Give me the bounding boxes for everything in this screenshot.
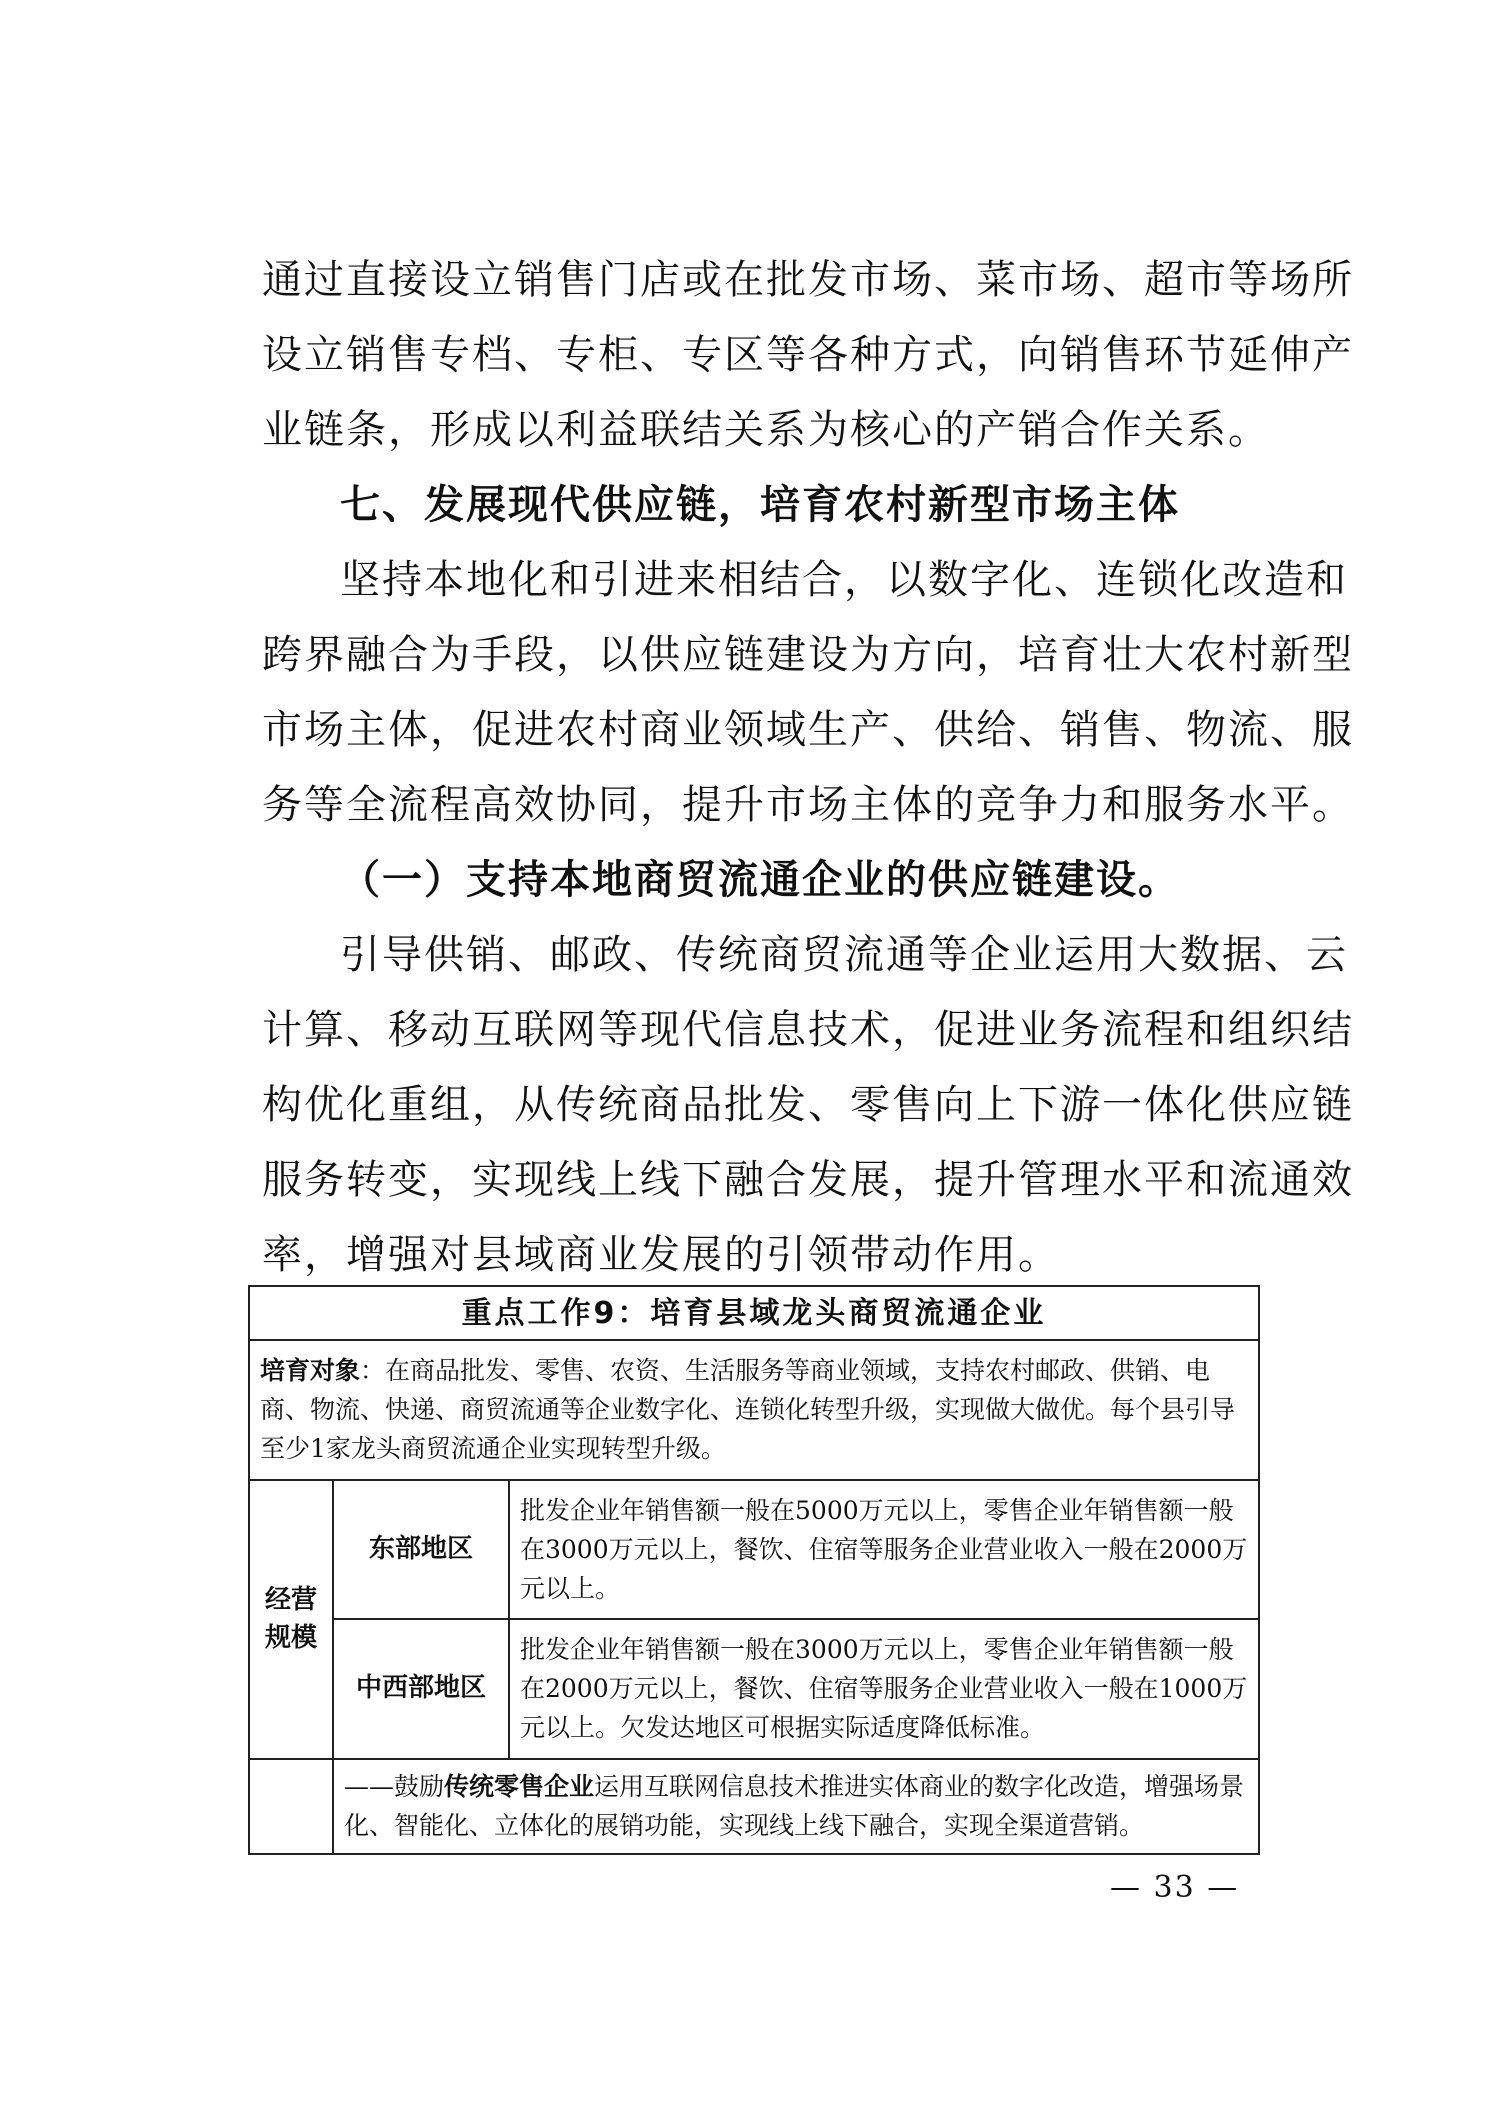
sub-line: 率，增强对县域商业发展的引领带动作用。 [262, 1232, 1060, 1278]
table-title: 重点工作9：培育县域龙头商贸流通企业 [249, 1286, 1259, 1340]
sub-line: 计算、移动互联网等现代信息技术，促进业务流程和组织结 [262, 1007, 1354, 1053]
empty-cell [249, 1759, 333, 1854]
scale-label: 经营规模 [249, 1480, 333, 1759]
page-number: — 33 — [1110, 1870, 1240, 1905]
sub-line: 引导供销、邮政、传统商贸流通等企业运用大数据、云 [340, 932, 1348, 978]
sub-line: 构优化重组，从传统商品批发、零售向上下游一体化供应链 [262, 1082, 1354, 1128]
encourage-text: 运用互联网信息技术推进实体商业的数字化改造，增强场景化、智能化、立体化的展销功能，实现线上线下融合，实现全渠道营销。 [344, 1772, 1245, 1841]
region-text: 批发企业年销售额一般在5000万元以上，零售企业年销售额一般在3000万元以上，餐饮、住宿等服务企业营业收入一般在2000万元以上。 [509, 1480, 1259, 1620]
section-line: 务等全流程高效协同，提升市场主体的竞争力和服务水平。 [262, 782, 1354, 828]
section-line: 跨界融合为手段，以供应链建设为方向，培育壮大农村新型 [262, 632, 1354, 678]
encourage-cell [333, 1759, 1259, 1854]
region-name: 中西部地区 [333, 1619, 509, 1759]
target-label: 培育对象 [260, 1356, 361, 1386]
section-line: 坚持本地化和引进来相结合，以数字化、连锁化改造和 [340, 557, 1348, 603]
section-heading: 七、发展现代供应链，培育农村新型市场主体 [340, 482, 1180, 528]
target-text: ：在商品批发、零售、农资、生活服务等商业领域，支持农村邮政、供销、电商、物流、快递、商贸流通等企业数字化、连锁化转型升级，实现做大做优。每个县引导至少1家龙头商贸流通企业实现转型升级。 [260, 1356, 1236, 1464]
subheading: （一）支持本地商贸流通企业的供应链建设。 [340, 857, 1180, 903]
sub-line: 服务转变，实现线上线下融合发展，提升管理水平和流通效 [262, 1157, 1354, 1203]
encourage-bold: 传统零售企业 [444, 1772, 595, 1802]
section-line: 市场主体，促进农村商业领域生产、供给、销售、物流、服 [262, 707, 1354, 753]
body-line: 设立销售专档、专柜、专区等各种方式，向销售环节延伸产 [262, 332, 1354, 378]
region-text: 批发企业年销售额一般在3000万元以上，零售企业年销售额一般在2000万元以上，餐饮、住宿等服务企业营业收入一般在1000万元以上。欠发达地区可根据实际适度降低标准。 [509, 1619, 1259, 1759]
key-work-table [248, 1285, 1260, 1855]
region-name: 东部地区 [333, 1480, 509, 1620]
target-cell [249, 1340, 1259, 1480]
body-line: 通过直接设立销售门店或在批发市场、菜市场、超市等场所 [262, 257, 1354, 303]
body-line: 业链条，形成以利益联结关系为核心的产销合作关系。 [262, 407, 1270, 453]
encourage-prefix: ——鼓励 [344, 1772, 445, 1802]
